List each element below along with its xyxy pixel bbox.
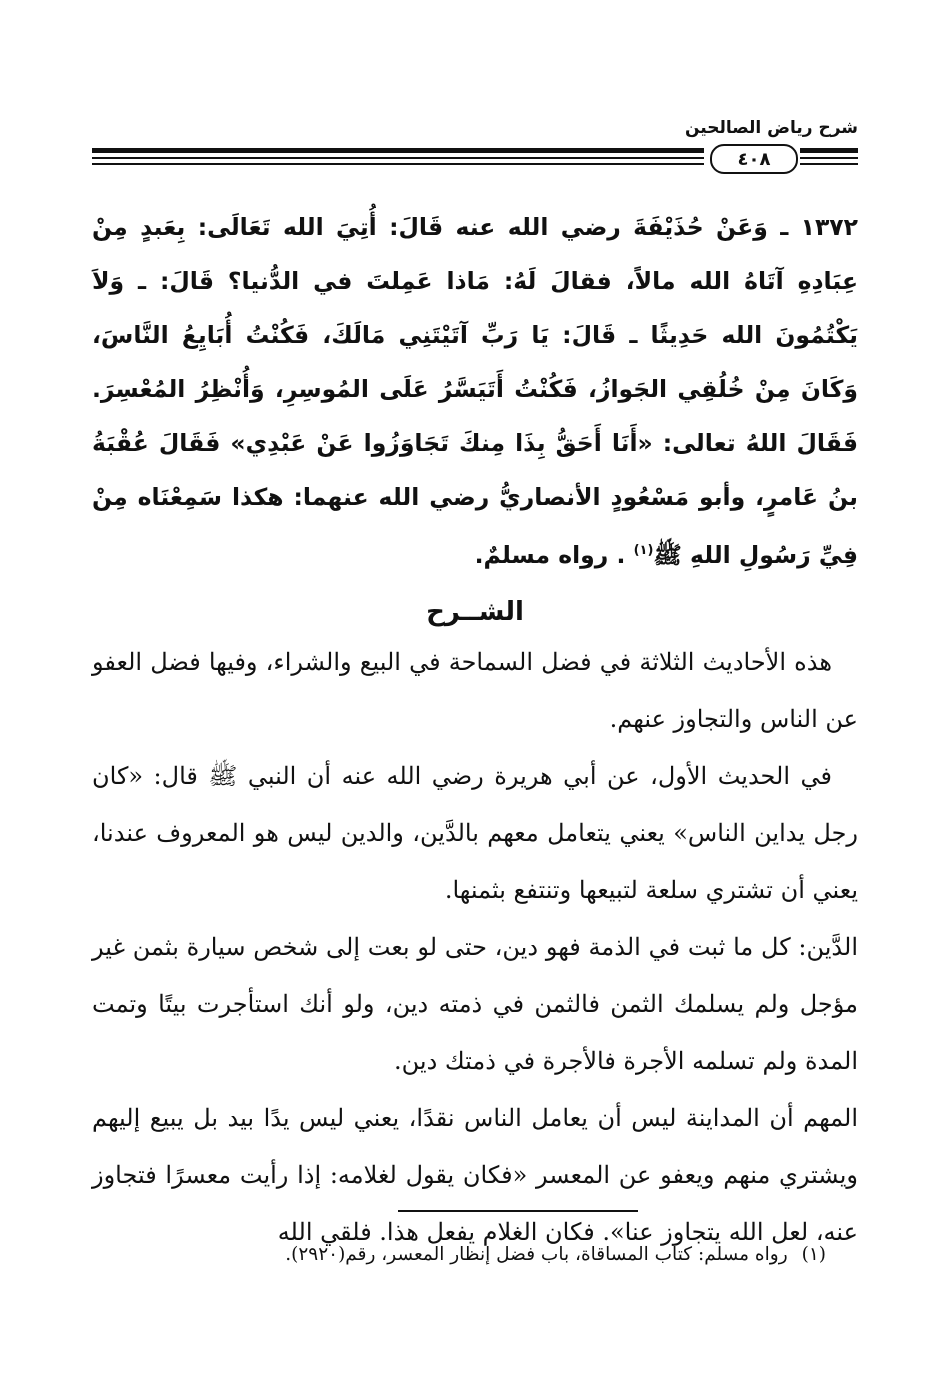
header-rule — [92, 142, 858, 172]
header-stub-thin — [800, 157, 858, 159]
header-line-thin-lower — [92, 163, 704, 165]
running-title: شرح رياض الصالحين — [684, 118, 858, 138]
hadith-body: ١٣٧٢ ـ وَعَنْ حُذَيْفَةَ رضي الله عنه قَالَ: أُتِيَ الله تَعَالَى: بِعَبدٍ مِنْ عِبَادِهِ آتَاهُ الله مالاً، فقالَ لَهُ: مَاذا عَمِلتَ في الدُّنيا؟ قَالَ: ـ وَلاَ يَكْتُمُونَ الله حَدِيثًا ـ قَالَ: يَا رَبِّ آتَيْتَنِي مَالَكَ، فَكُنْتُ أُبَايِعُ النَّاسَ، وَكَانَ مِنْ خُلُقِي الجَوازُ، فَكُنْتُ أَتَيَسَّرُ عَلَى المُوسِرِ، وَأُنْظِرُ المُعْسِرَ. فَقَالَ اللهُ تعالى: «أَنَا أَحَقُّ بِذَا مِنكَ تَجَاوَزُوا عَنْ عَبْدِي» فَقَالَ عُقْبَةُ بنُ عَامرٍ، وأبو مَسْعُودٍ الأنصاريُّ رضي الله عنهما: هكذا سَمِعْنَاه مِنْ فِيِّ رَسُولِ اللهِ ﷺ — [92, 213, 858, 569]
page-number-text: ٤٠٨ — [737, 148, 771, 170]
footnote-reference: (١) — [633, 543, 654, 558]
footnote-marker: (١) — [801, 1244, 826, 1265]
section-title: الشــرح — [426, 596, 524, 627]
header-line-thick — [92, 148, 704, 153]
footnote-separator — [398, 1210, 638, 1212]
hadith-text — [92, 200, 858, 582]
footnote-text: رواه مسلم: كتاب المساقاة، باب فضل إنظار المعسر، رقم(٢٩٢٠). — [285, 1244, 788, 1265]
commentary-paragraph: الدَّين: كل ما ثبت في الذمة فهو دين، حتى لو بعت إلى شخص سيارة بثمن غير مؤجل ولم يسلمك الثمن فالثمن في ذمته دين، ولو أنك استأجرت بيتًا وتمت المدة ولم تسلمه الأجرة فالأجرة في ذمتك دين. — [92, 932, 858, 1075]
header-stub-thin-lower — [800, 163, 858, 165]
footnote — [285, 1240, 826, 1270]
page-number — [710, 144, 798, 174]
page-content — [92, 200, 858, 1261]
commentary-paragraph: المهم أن المداينة ليس أن يعامل الناس نقدًا، يعني ليس يدًا بيد بل يبيع إليهم ويشتري منهم ويعفو عن المعسر «فكان يقول لغلامه: إذا رأيت معسرًا فتجاوز عنه، لعل الله يتجاوز عنا». فكان الغلام يفعل هذا. فلقي الله — [92, 1103, 858, 1246]
commentary-paragraph: هذه الأحاديث الثلاثة في فضل السماحة في البيع والشراء، وفيها فضل العفو عن الناس والتجاوز عنهم. — [92, 647, 858, 733]
hadith-ending: . رواه مسلمٌ. — [474, 540, 626, 569]
header-line-thin — [92, 157, 704, 159]
header-stub-thick — [800, 148, 858, 153]
commentary-paragraph: في الحديث الأول، عن أبي هريرة رضي الله عنه أن النبي ﷺ قال: «كان رجل يداين الناس» يعني يتعامل معهم بالدَّين، والدين ليس هو المعروف عندنا، يعني أن تشتري سلعة لتبيعها وتنتفع بثمنها. — [92, 761, 858, 904]
